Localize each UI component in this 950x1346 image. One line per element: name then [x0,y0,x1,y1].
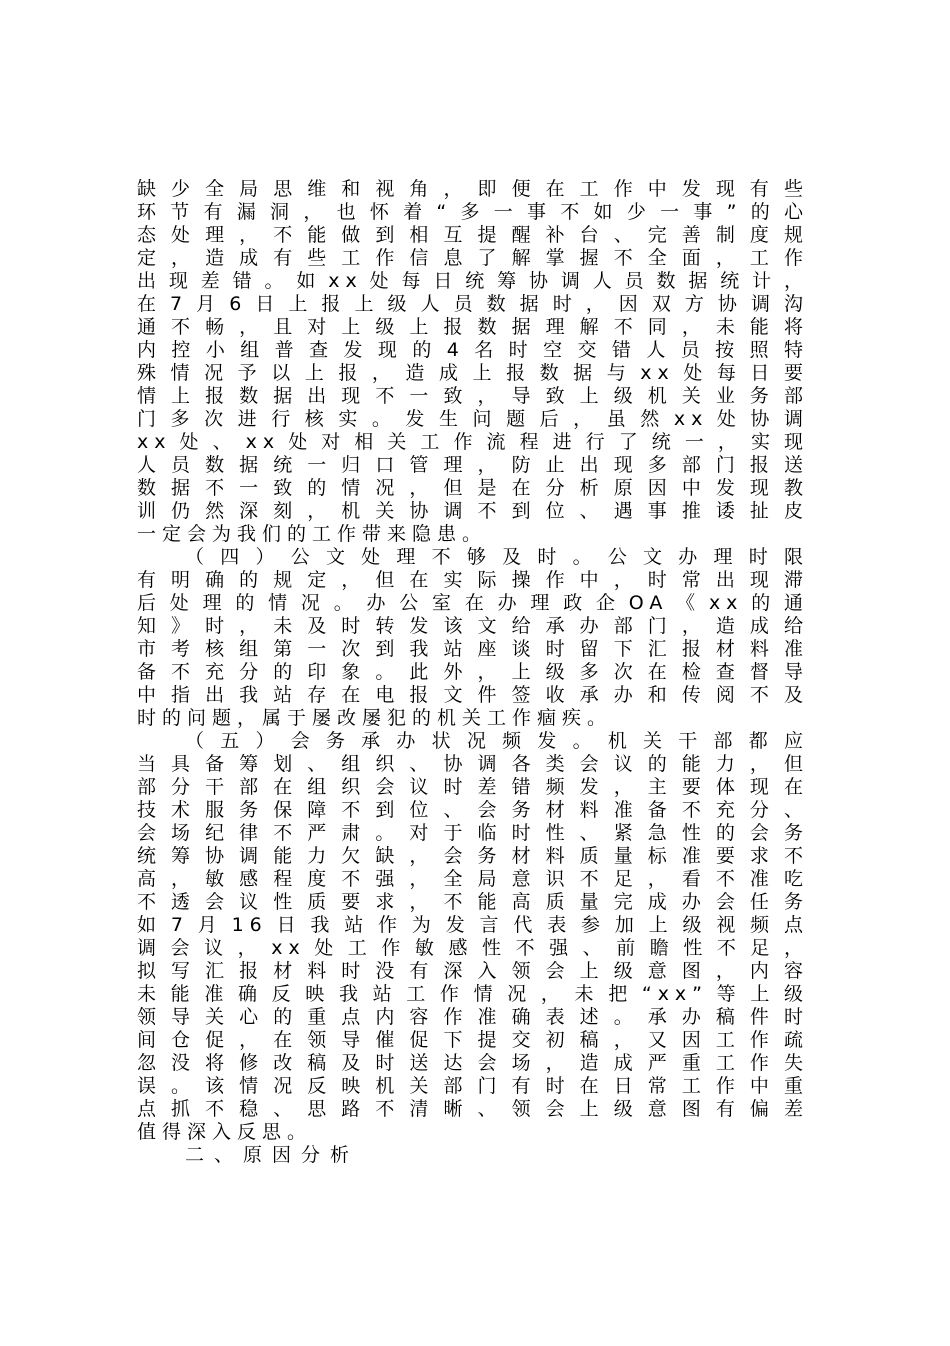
text-line: 间仓促，在领导催促下提交初稿，又因工作疏 [137,1029,809,1051]
paragraph-end-line: 一定会为我们的工作带来隐患。 [137,523,488,545]
text-line: 环节有漏洞，也怀着“多一事不如少一事”的心 [137,201,809,223]
paragraph-end-line: 值得深入反思。 [137,1121,313,1143]
text-line: 技术服务保障不到位、会务材料准备不充分、 [137,799,809,821]
text-line: 在7月6日上报上级人员数据时，因双方协调沟 [137,293,809,315]
text-line: 有明确的规定，但在实际操作中，时常出现滞 [137,569,809,591]
text-line: 统筹协调能力欠缺，会务材料质量标准要求不 [137,845,809,867]
text-line: 出现差错。如xx处每日统筹协调人员数据统计， [137,270,809,292]
text-line: 调会议，xx处工作敏感性不强、前瞻性不足， [137,937,809,959]
section-heading-line-4: （四）公文处理不够及时。公文办理时限 [185,546,809,568]
text-line: 门多次进行核实。发生问题后，虽然xx处协调 [137,408,809,430]
text-line: 当具备筹划、组织、协调各类会议的能力，但 [137,753,809,775]
text-line: 通不畅，且对上级上报数据理解不同，未能将 [137,316,809,338]
text-line: xx处、xx处对相关工作流程进行了统一，实现 [137,431,809,453]
body-text [137,178,809,1167]
text-line: 知》时，未及时转发该文给承办部门，造成给 [137,615,809,637]
text-line: 定，造成有些工作信息了解掌握不全面，工作 [137,247,809,269]
text-line: 备不充分的印象。此外，上级多次在检查督导 [137,661,809,683]
text-line: 会场纪律不严肃。对于临时性、紧急性的会务 [137,822,809,844]
text-line: 忽没将修改稿及时送达会场，造成严重工作失 [137,1052,809,1074]
text-line: 领导关心的重点内容作准确表述。承办稿件时 [137,1006,809,1028]
section-title-cause-analysis: 二、原因分析 [185,1144,360,1166]
text-line: 内控小组普查发现的4名时空交错人员按照特 [137,339,809,361]
text-line: 部分干部在组织会议时差错频发，主要体现在 [137,776,809,798]
text-line: 拟写汇报材料时没有深入领会上级意图，内容 [137,960,809,982]
section-heading-line-5: （五）会务承办状况频发。机关干部都应 [185,730,809,752]
text-line: 中指出我站存在电报文件签收承办和传阅不及 [137,684,809,706]
text-line: 未能准确反映我站工作情况，未把“xx”等上级 [137,983,809,1005]
text-line: 人员数据统一归口管理，防止出现多部门报送 [137,454,809,476]
text-line: 殊情况予以上报，造成上报数据与xx处每日要 [137,362,809,384]
text-line: 态处理，不能做到相互提醒补台、完善制度规 [137,224,809,246]
text-line: 情上报数据出现不一致，导致上级机关业务部 [137,385,809,407]
text-line: 训仍然深刻，机关协调不到位、遇事推诿扯皮 [137,500,809,522]
text-line: 如7月16日我站作为发言代表参加上级视频点 [137,914,809,936]
text-line: 市考核组第一次到我站座谈时留下汇报材料准 [137,638,809,660]
text-line: 后处理的情况。办公室在办理政企OA《xx的通 [137,592,809,614]
text-line: 缺少全局思维和视角，即便在工作中发现有些 [137,178,809,200]
text-line: 不透会议性质要求，不能高质量完成办会任务 [137,891,809,913]
text-line: 误。该情况反映机关部门有时在日常工作中重 [137,1075,809,1097]
text-line: 高，敏感程度不强，全局意识不足，看不准吃 [137,868,809,890]
paragraph-end-line: 时的问题，属于屡改屡犯的机关工作痼疾。 [137,707,613,729]
text-line: 点抓不稳、思路不清晰、领会上级意图有偏差 [137,1098,809,1120]
text-line: 数据不一致的情况，但是在分析原因中发现教 [137,477,809,499]
